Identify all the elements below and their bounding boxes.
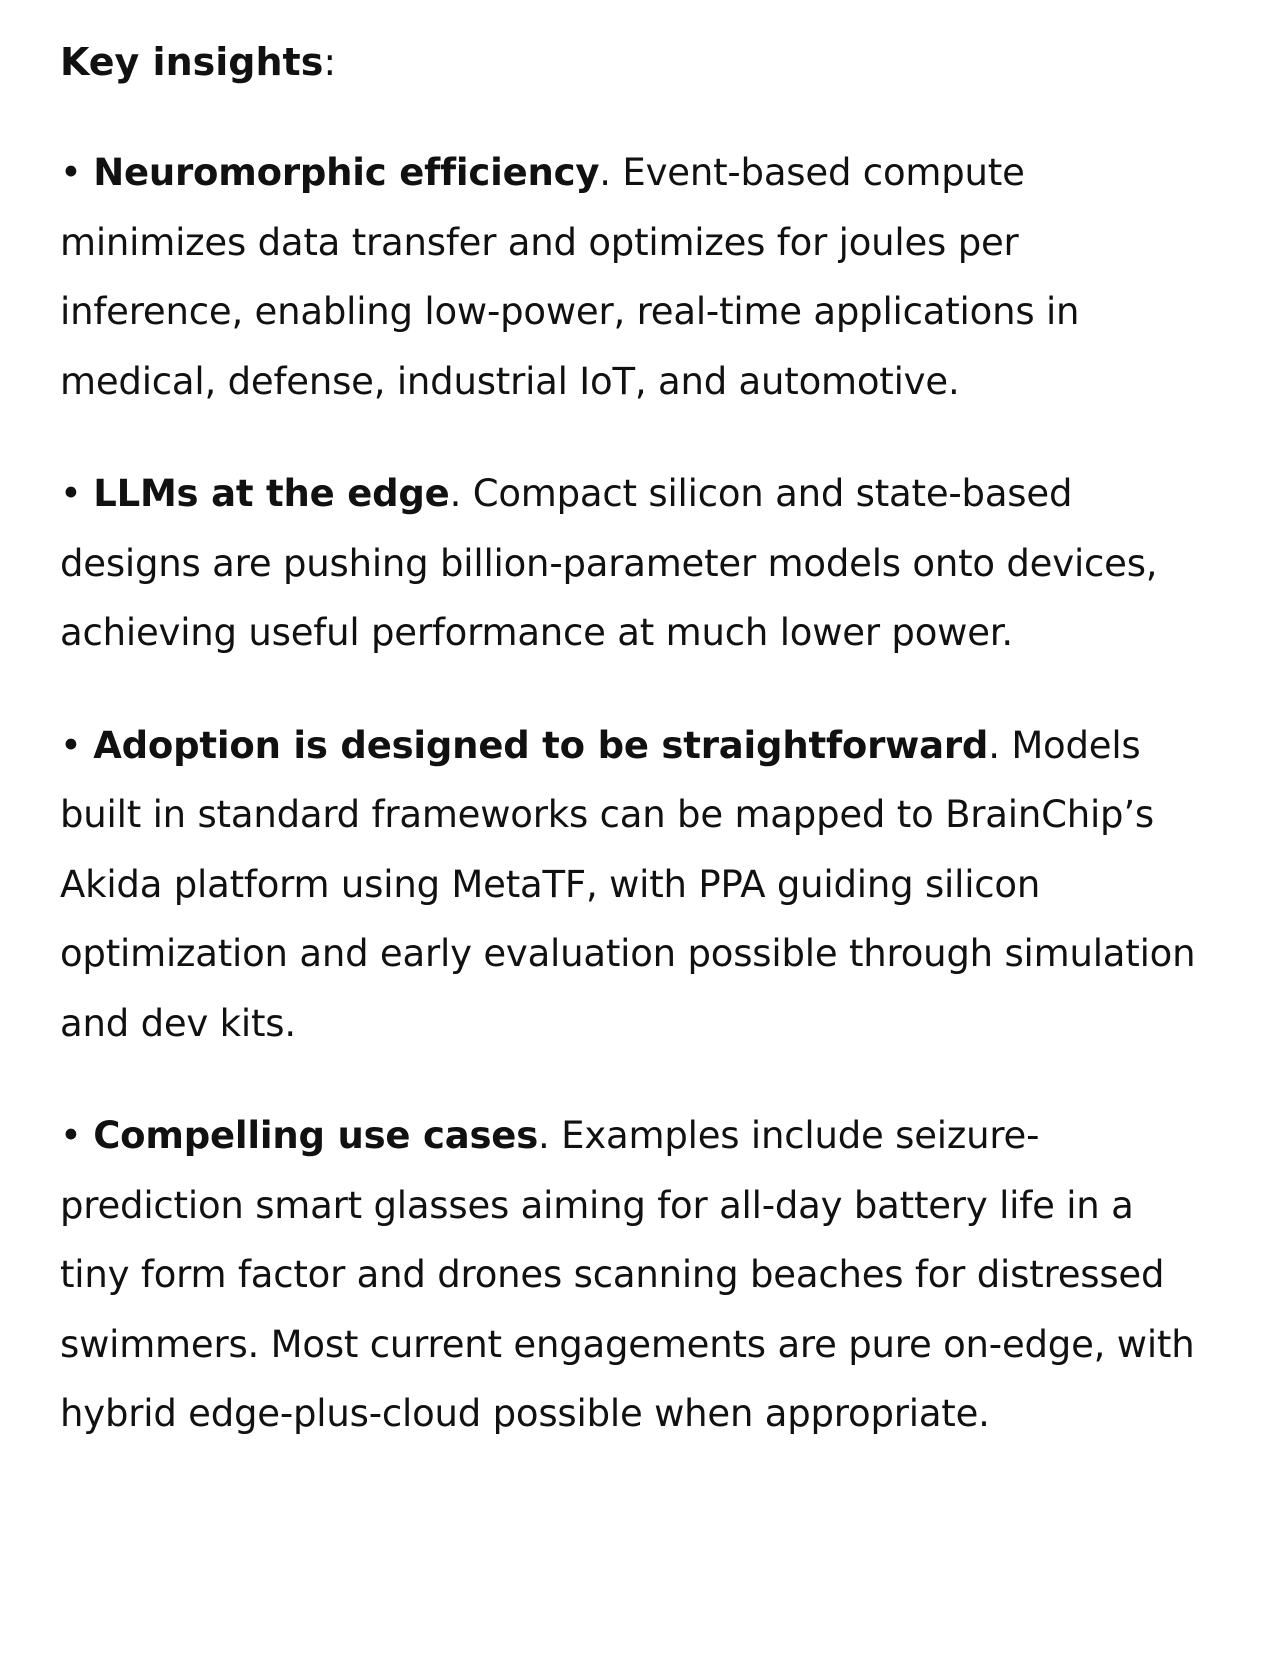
bullet-icon: • <box>60 472 94 515</box>
insight-title: Compelling use cases <box>93 1114 539 1157</box>
bullet-icon: • <box>60 151 94 194</box>
key-insights-heading <box>60 30 1200 94</box>
insight-body: . Compact silicon and state-based designs are pushing billion-parameter models onto devices, achieving useful performance at much lower power. <box>60 472 1158 654</box>
bullet-icon: • <box>60 723 94 767</box>
insight-llms-at-the-edge <box>60 459 1200 668</box>
insight-title: Neuromorphic efficiency <box>93 151 600 194</box>
insight-body: . Models built in standard frameworks can be mapped to BrainChip’s Akida platform using MetaTF, with PPA guiding silicon optimization and early evaluation possible through simulation and dev kits. <box>60 723 1196 1045</box>
bullet-icon: • <box>60 1114 94 1157</box>
insight-body: . Event-based compute minimizes data transfer and optimizes for joules per inference, enabling low-power, real-time applications in medical, defense, industrial IoT, and automotive. <box>60 151 1080 403</box>
heading-suffix: : <box>323 40 337 84</box>
insight-body: . Examples include seizure-prediction smart glasses aiming for all-day battery life in a tiny form factor and drones scanning beaches for distressed swimmers. Most current engagements are pure on-edge, with hybrid edge-plus-cloud possible when appropriate. <box>60 1114 1195 1435</box>
insight-adoption <box>60 711 1200 1059</box>
heading-bold: Key insights <box>60 40 324 84</box>
insight-neuromorphic-efficiency <box>60 138 1200 416</box>
insight-title: Adoption is designed to be straightforward <box>93 723 989 767</box>
insight-title: LLMs at the edge <box>93 472 450 515</box>
insight-use-cases <box>60 1101 1200 1449</box>
